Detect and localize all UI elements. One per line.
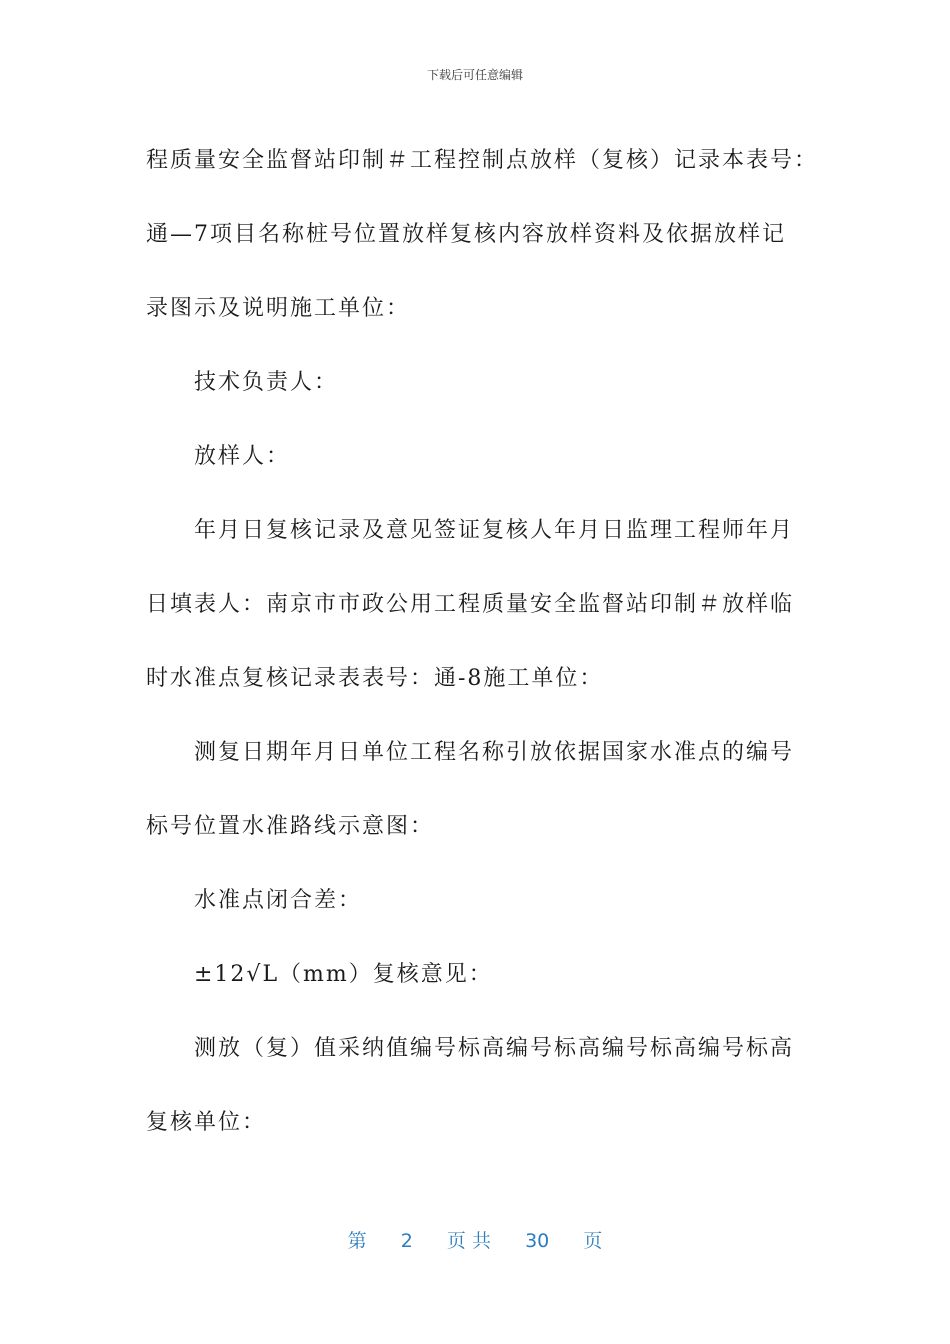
paragraph-line-5: 放样人： <box>194 444 291 469</box>
paragraph-line-8: 时水准点复核记录表表号：通-8施工单位： <box>146 666 604 691</box>
header-note: 下载后可任意编辑 <box>426 68 523 82</box>
paragraph-line-7: 日填表人：南京市市政公用工程质量安全监督站印制＃放样临 <box>146 592 795 617</box>
total-page-number: 30 <box>525 1230 550 1252</box>
paragraph-line-13: 测放（复）值采纳值编号标高编号标高编号标高编号标高 <box>194 1036 795 1061</box>
document-body <box>146 124 819 1160</box>
paragraph-line-2: 通—7项目名称桩号位置放样复核内容放样资料及依据放样记 <box>146 222 786 247</box>
page-footer <box>0 1226 950 1253</box>
paragraph-line-14: 复核单位： <box>146 1110 267 1135</box>
footer-middle: 页 共 <box>446 1230 491 1252</box>
paragraph-line-11: 水准点闭合差： <box>194 888 363 913</box>
current-page-number: 2 <box>400 1230 413 1252</box>
footer-prefix: 第 <box>347 1230 367 1252</box>
paragraph-line-1: 程质量安全监督站印制＃工程控制点放样（复核）记录本表号： <box>146 148 819 173</box>
paragraph-line-6: 年月日复核记录及意见签证复核人年月日监理工程师年月 <box>194 518 795 543</box>
paragraph-line-10: 标号位置水准路线示意图： <box>146 814 435 839</box>
paragraph-line-12: ±12√L（mm）复核意见： <box>194 962 493 987</box>
footer-suffix: 页 <box>583 1230 603 1252</box>
paragraph-line-3: 录图示及说明施工单位： <box>146 296 411 321</box>
paragraph-line-9: 测复日期年月日单位工程名称引放依据国家水准点的编号 <box>194 740 795 765</box>
paragraph-line-4: 技术负责人： <box>194 370 339 395</box>
